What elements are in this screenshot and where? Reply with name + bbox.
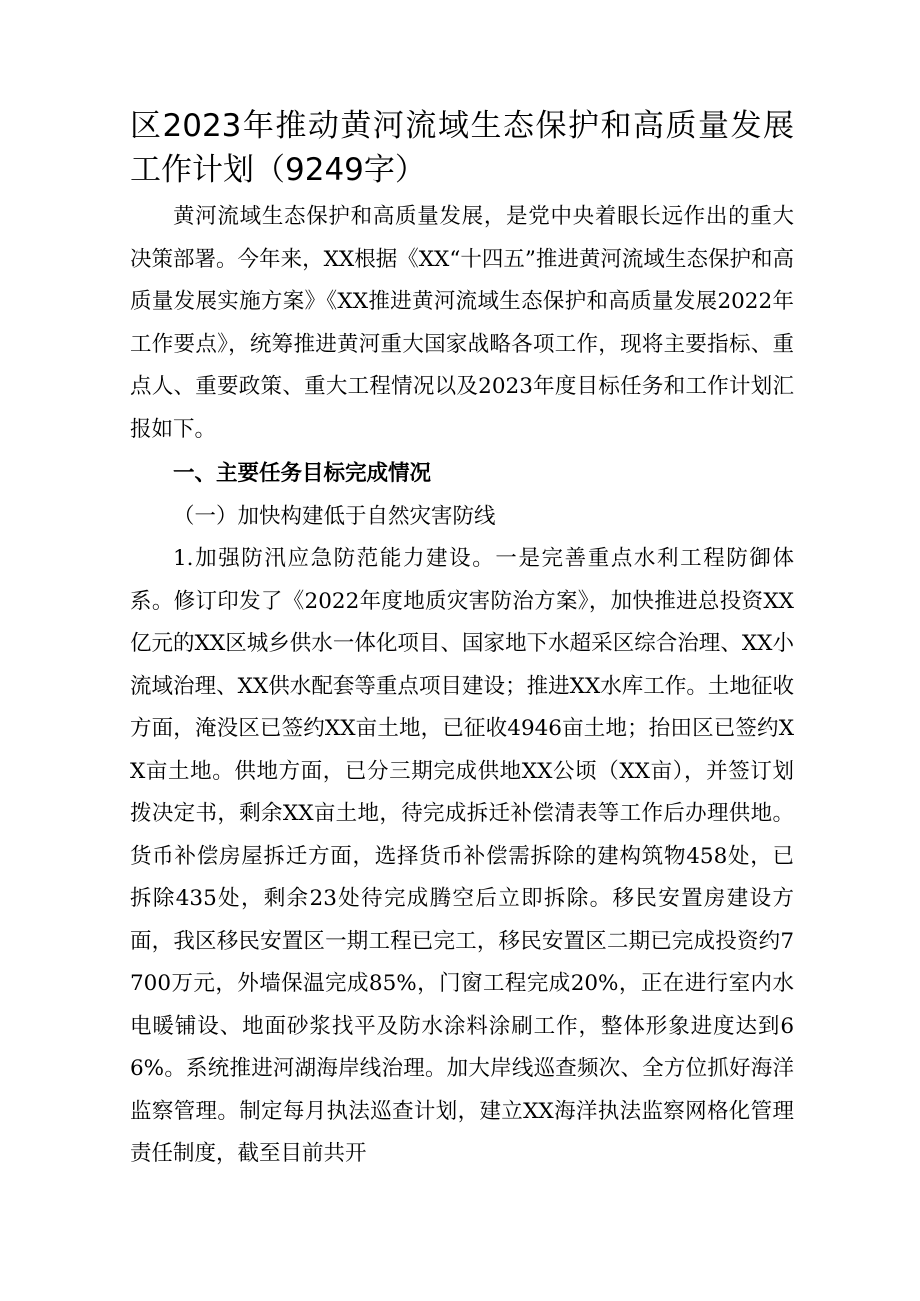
document-title: 区2023年推动黄河流域生态保护和高质量发展工作计划（9249字） — [130, 108, 795, 188]
document-body — [130, 104, 794, 1176]
section-heading: 一、主要任务目标完成情况 — [173, 461, 432, 486]
item-paragraph: 1.加强防汛应急防范能力建设。一是完善重点水利工程防御体系。修订印发了《2022年度地质灾害防治方案》，加快推进总投资XX亿元的XX区城乡供水一体化项目、国家地下水超采区综合治理、XX小流域治理、XX供水配套等重点项目建设；推进XX水库工作。土地征收方面，淹没区已签约XX亩土地，已征收4946亩土地；抬田区已签约XX亩土地。供地方面，已分三期完成供地XX公顷（XX亩），并签订划拨决定书，剩余XX亩土地，待完成拆迁补偿清表等工作后办理供地。货币补偿房屋拆迁方面，选择货币补偿需拆除的建构筑物458处，已拆除435处，剩余23处待完成腾空后立即拆除。移民安置房建设方面，我区移民安置区一期工程已完工，移民安置区二期已完成投资约7700万元，外墙保温完成85%，门窗工程完成20%，正在进行室内水电暖铺设、地面砂浆找平及防水涂料涂刷工作，整体形象进度达到66%。系统推进河湖海岸线治理。加大岸线巡查频次、全方位抓好海洋监察管理。制定每月执法巡查计划，建立XX海洋执法监察网格化管理责任制度，截至目前共开 — [130, 546, 794, 1166]
intro-paragraph: 黄河流域生态保护和高质量发展，是党中央着眼长远作出的重大决策部署。今年来，XX根据《XX“十四五”推进黄河流域生态保护和高质量发展实施方案》《XX推进黄河流域生态保护和高质量发展2022年工作要点》，统筹推进黄河重大国家战略各项工作，现将主要指标、重点人、重要政策、重大工程情况以及2023年度目标任务和工作计划汇报如下。 — [130, 204, 794, 442]
subsection-heading: （一）加快构建低于自然灾害防线 — [173, 503, 496, 529]
